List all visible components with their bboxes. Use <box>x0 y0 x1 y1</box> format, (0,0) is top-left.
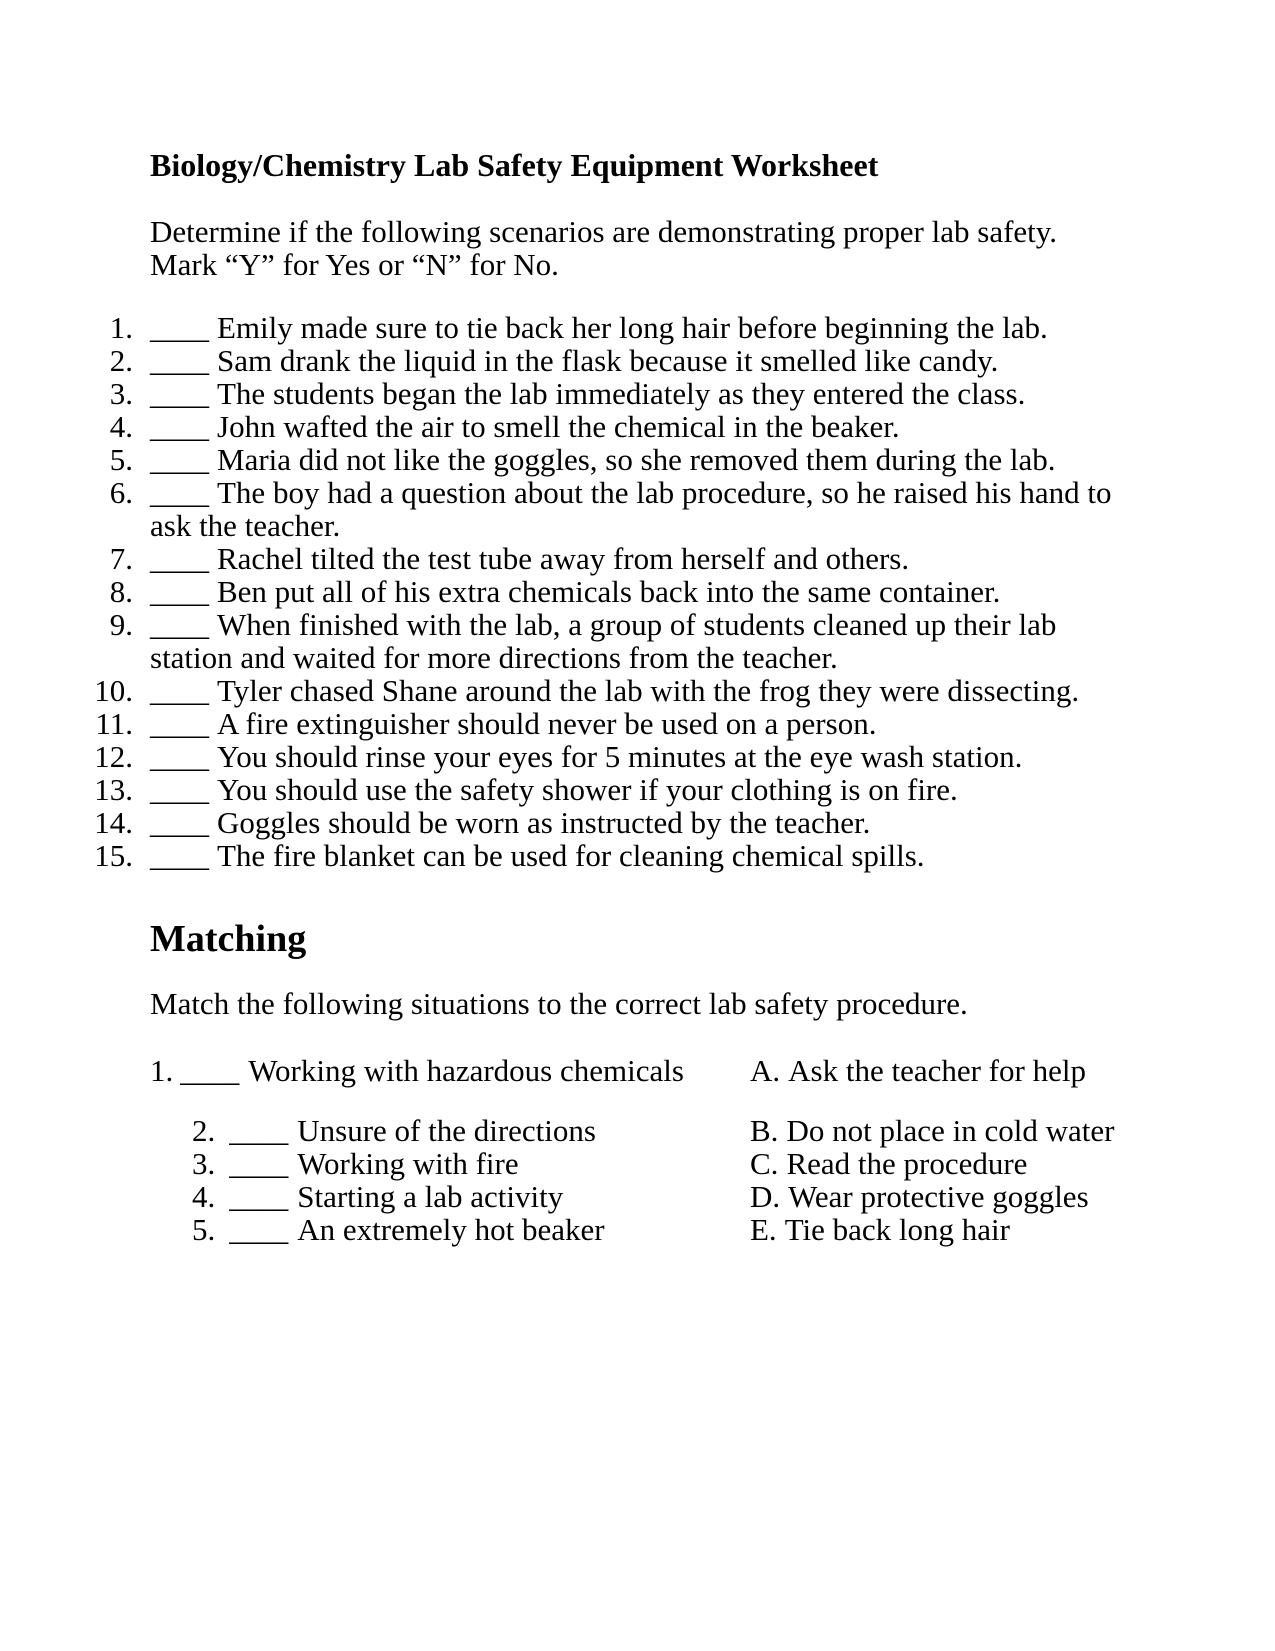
answer-blank: ____ <box>150 475 208 510</box>
answer-blank: ____ <box>150 310 208 345</box>
question-number: 8. <box>109 574 133 609</box>
question-body <box>150 476 1135 542</box>
matching-row <box>150 1114 1135 1147</box>
question-number: 1. <box>109 310 133 345</box>
question-text: Emily made sure to tie back her long hair before beginning the lab. <box>217 310 1048 345</box>
matching-procedure <box>750 1054 1135 1087</box>
question-body <box>150 707 1135 740</box>
situation-text: Starting a lab activity <box>297 1179 564 1214</box>
question-text: When finished with the lab, a group of students cleaned up their lab station and waited for more directions from the teacher. <box>150 607 1057 675</box>
question-body <box>150 740 1135 773</box>
question-row <box>0 740 1135 773</box>
question-text: Ben put all of his extra chemicals back into the same container. <box>217 574 1001 609</box>
answer-blank: ____ <box>150 805 208 840</box>
matching-procedure <box>750 1180 1135 1213</box>
situation-text: An extremely hot beaker <box>297 1212 605 1247</box>
question-row <box>0 839 1135 872</box>
procedure-text: Do not place in cold water <box>786 1113 1115 1148</box>
situation-number: 3. <box>192 1146 216 1181</box>
answer-blank: ____ <box>150 706 208 741</box>
question-text: The students began the lab immediately as they entered the class. <box>217 376 1026 411</box>
procedure-letter: C. <box>750 1146 779 1181</box>
answer-blank: ____ <box>150 541 208 576</box>
answer-blank: ____ <box>150 838 208 873</box>
question-row <box>0 476 1135 542</box>
answer-blank: ____ <box>150 607 208 642</box>
procedure-letter: A. <box>750 1053 781 1088</box>
question-text: Rachel tilted the test tube away from herself and others. <box>217 541 910 576</box>
matching-heading: Matching <box>150 918 307 960</box>
answer-blank: ____ <box>150 772 208 807</box>
question-number: 11. <box>95 706 133 741</box>
answer-blank: ____ <box>150 574 208 609</box>
question-body <box>150 542 1135 575</box>
question-number: 12. <box>94 739 133 774</box>
intro-paragraph <box>150 215 1135 281</box>
question-body <box>150 575 1135 608</box>
answer-blank: ____ <box>150 673 208 708</box>
situation-text: Working with hazardous chemicals <box>248 1053 684 1088</box>
question-number: 14. <box>94 805 133 840</box>
question-row <box>0 575 1135 608</box>
matching-row <box>150 1054 1135 1087</box>
answer-blank: ____ <box>229 1146 288 1181</box>
question-number: 7. <box>109 541 133 576</box>
question-row <box>0 806 1135 839</box>
question-row <box>0 344 1135 377</box>
question-text: A fire extinguisher should never be used on a person. <box>217 706 877 741</box>
question-body <box>150 377 1135 410</box>
answer-blank: ____ <box>150 442 208 477</box>
procedure-letter: E. <box>750 1212 777 1247</box>
answer-blank: ____ <box>150 376 208 411</box>
question-body <box>150 839 1135 872</box>
question-body <box>150 806 1135 839</box>
answer-blank: ____ <box>180 1053 239 1088</box>
matching-row <box>150 1180 1135 1213</box>
situation-text: Unsure of the directions <box>297 1113 596 1148</box>
question-row <box>0 674 1135 707</box>
question-row <box>0 773 1135 806</box>
question-number: 10. <box>94 673 133 708</box>
question-number: 6. <box>109 475 133 510</box>
question-body <box>150 410 1135 443</box>
question-text: Maria did not like the goggles, so she removed them during the lab. <box>217 442 1056 477</box>
matching-situation <box>150 1147 750 1180</box>
question-number: 15. <box>94 838 133 873</box>
question-text: The fire blanket can be used for cleaning chemical spills. <box>217 838 925 873</box>
question-number: 2. <box>109 343 133 378</box>
question-row <box>0 311 1135 344</box>
situation-number: 4. <box>192 1179 216 1214</box>
answer-blank: ____ <box>229 1179 288 1214</box>
matching-table <box>150 1054 1135 1246</box>
question-text: Goggles should be worn as instructed by the teacher. <box>217 805 871 840</box>
answer-blank: ____ <box>150 739 208 774</box>
matching-procedure <box>750 1114 1135 1147</box>
question-row <box>0 443 1135 476</box>
procedure-letter: B. <box>750 1113 779 1148</box>
question-body <box>150 608 1135 674</box>
yes-no-question-list <box>0 311 1135 872</box>
question-body <box>150 344 1135 377</box>
question-number: 13. <box>94 772 133 807</box>
procedure-letter: D. <box>750 1179 781 1214</box>
page-title: Biology/Chemistry Lab Safety Equipment Worksheet <box>150 147 879 183</box>
matching-procedure <box>750 1147 1135 1180</box>
matching-intro: Match the following situations to the correct lab safety procedure. <box>150 986 968 1021</box>
situation-number: 2. <box>192 1113 216 1148</box>
matching-situation <box>150 1114 750 1147</box>
question-body <box>150 443 1135 476</box>
procedure-text: Tie back long hair <box>784 1212 1010 1247</box>
question-text: You should rinse your eyes for 5 minutes at the eye wash station. <box>217 739 1023 774</box>
matching-row <box>150 1213 1135 1246</box>
situation-text: Working with fire <box>297 1146 519 1181</box>
answer-blank: ____ <box>229 1113 288 1148</box>
answer-blank: ____ <box>150 409 208 444</box>
question-text: Tyler chased Shane around the lab with the frog they were dissecting. <box>217 673 1080 708</box>
question-text: You should use the safety shower if your clothing is on fire. <box>217 772 958 807</box>
question-body <box>150 311 1135 344</box>
answer-blank: ____ <box>229 1212 288 1247</box>
matching-row <box>150 1147 1135 1180</box>
question-row <box>0 377 1135 410</box>
matching-situation <box>150 1213 750 1246</box>
answer-blank: ____ <box>150 343 208 378</box>
procedure-text: Ask the teacher for help <box>788 1053 1086 1088</box>
situation-number: 5. <box>192 1212 216 1247</box>
question-number: 9. <box>109 607 133 642</box>
question-body <box>150 773 1135 806</box>
question-number: 3. <box>109 376 133 411</box>
question-row <box>0 608 1135 674</box>
matching-situation <box>150 1054 750 1087</box>
question-number: 4. <box>109 409 133 444</box>
question-row <box>0 542 1135 575</box>
question-row <box>0 707 1135 740</box>
procedure-text: Read the procedure <box>786 1146 1028 1181</box>
procedure-text: Wear protective goggles <box>788 1179 1089 1214</box>
question-row <box>0 410 1135 443</box>
question-body <box>150 674 1135 707</box>
matching-procedure <box>750 1213 1135 1246</box>
question-text: Sam drank the liquid in the flask because it smelled like candy. <box>217 343 999 378</box>
question-number: 5. <box>109 442 133 477</box>
matching-situation <box>150 1180 750 1213</box>
question-text: The boy had a question about the lab procedure, so he raised his hand to ask the teacher. <box>150 475 1112 543</box>
question-text: John wafted the air to smell the chemical in the beaker. <box>217 409 900 444</box>
intro-line-2: Mark “Y” for Yes or “N” for No. <box>150 247 559 282</box>
situation-number: 1. <box>150 1053 174 1088</box>
intro-line-1: Determine if the following scenarios are demonstrating proper lab safety. <box>150 214 1058 249</box>
